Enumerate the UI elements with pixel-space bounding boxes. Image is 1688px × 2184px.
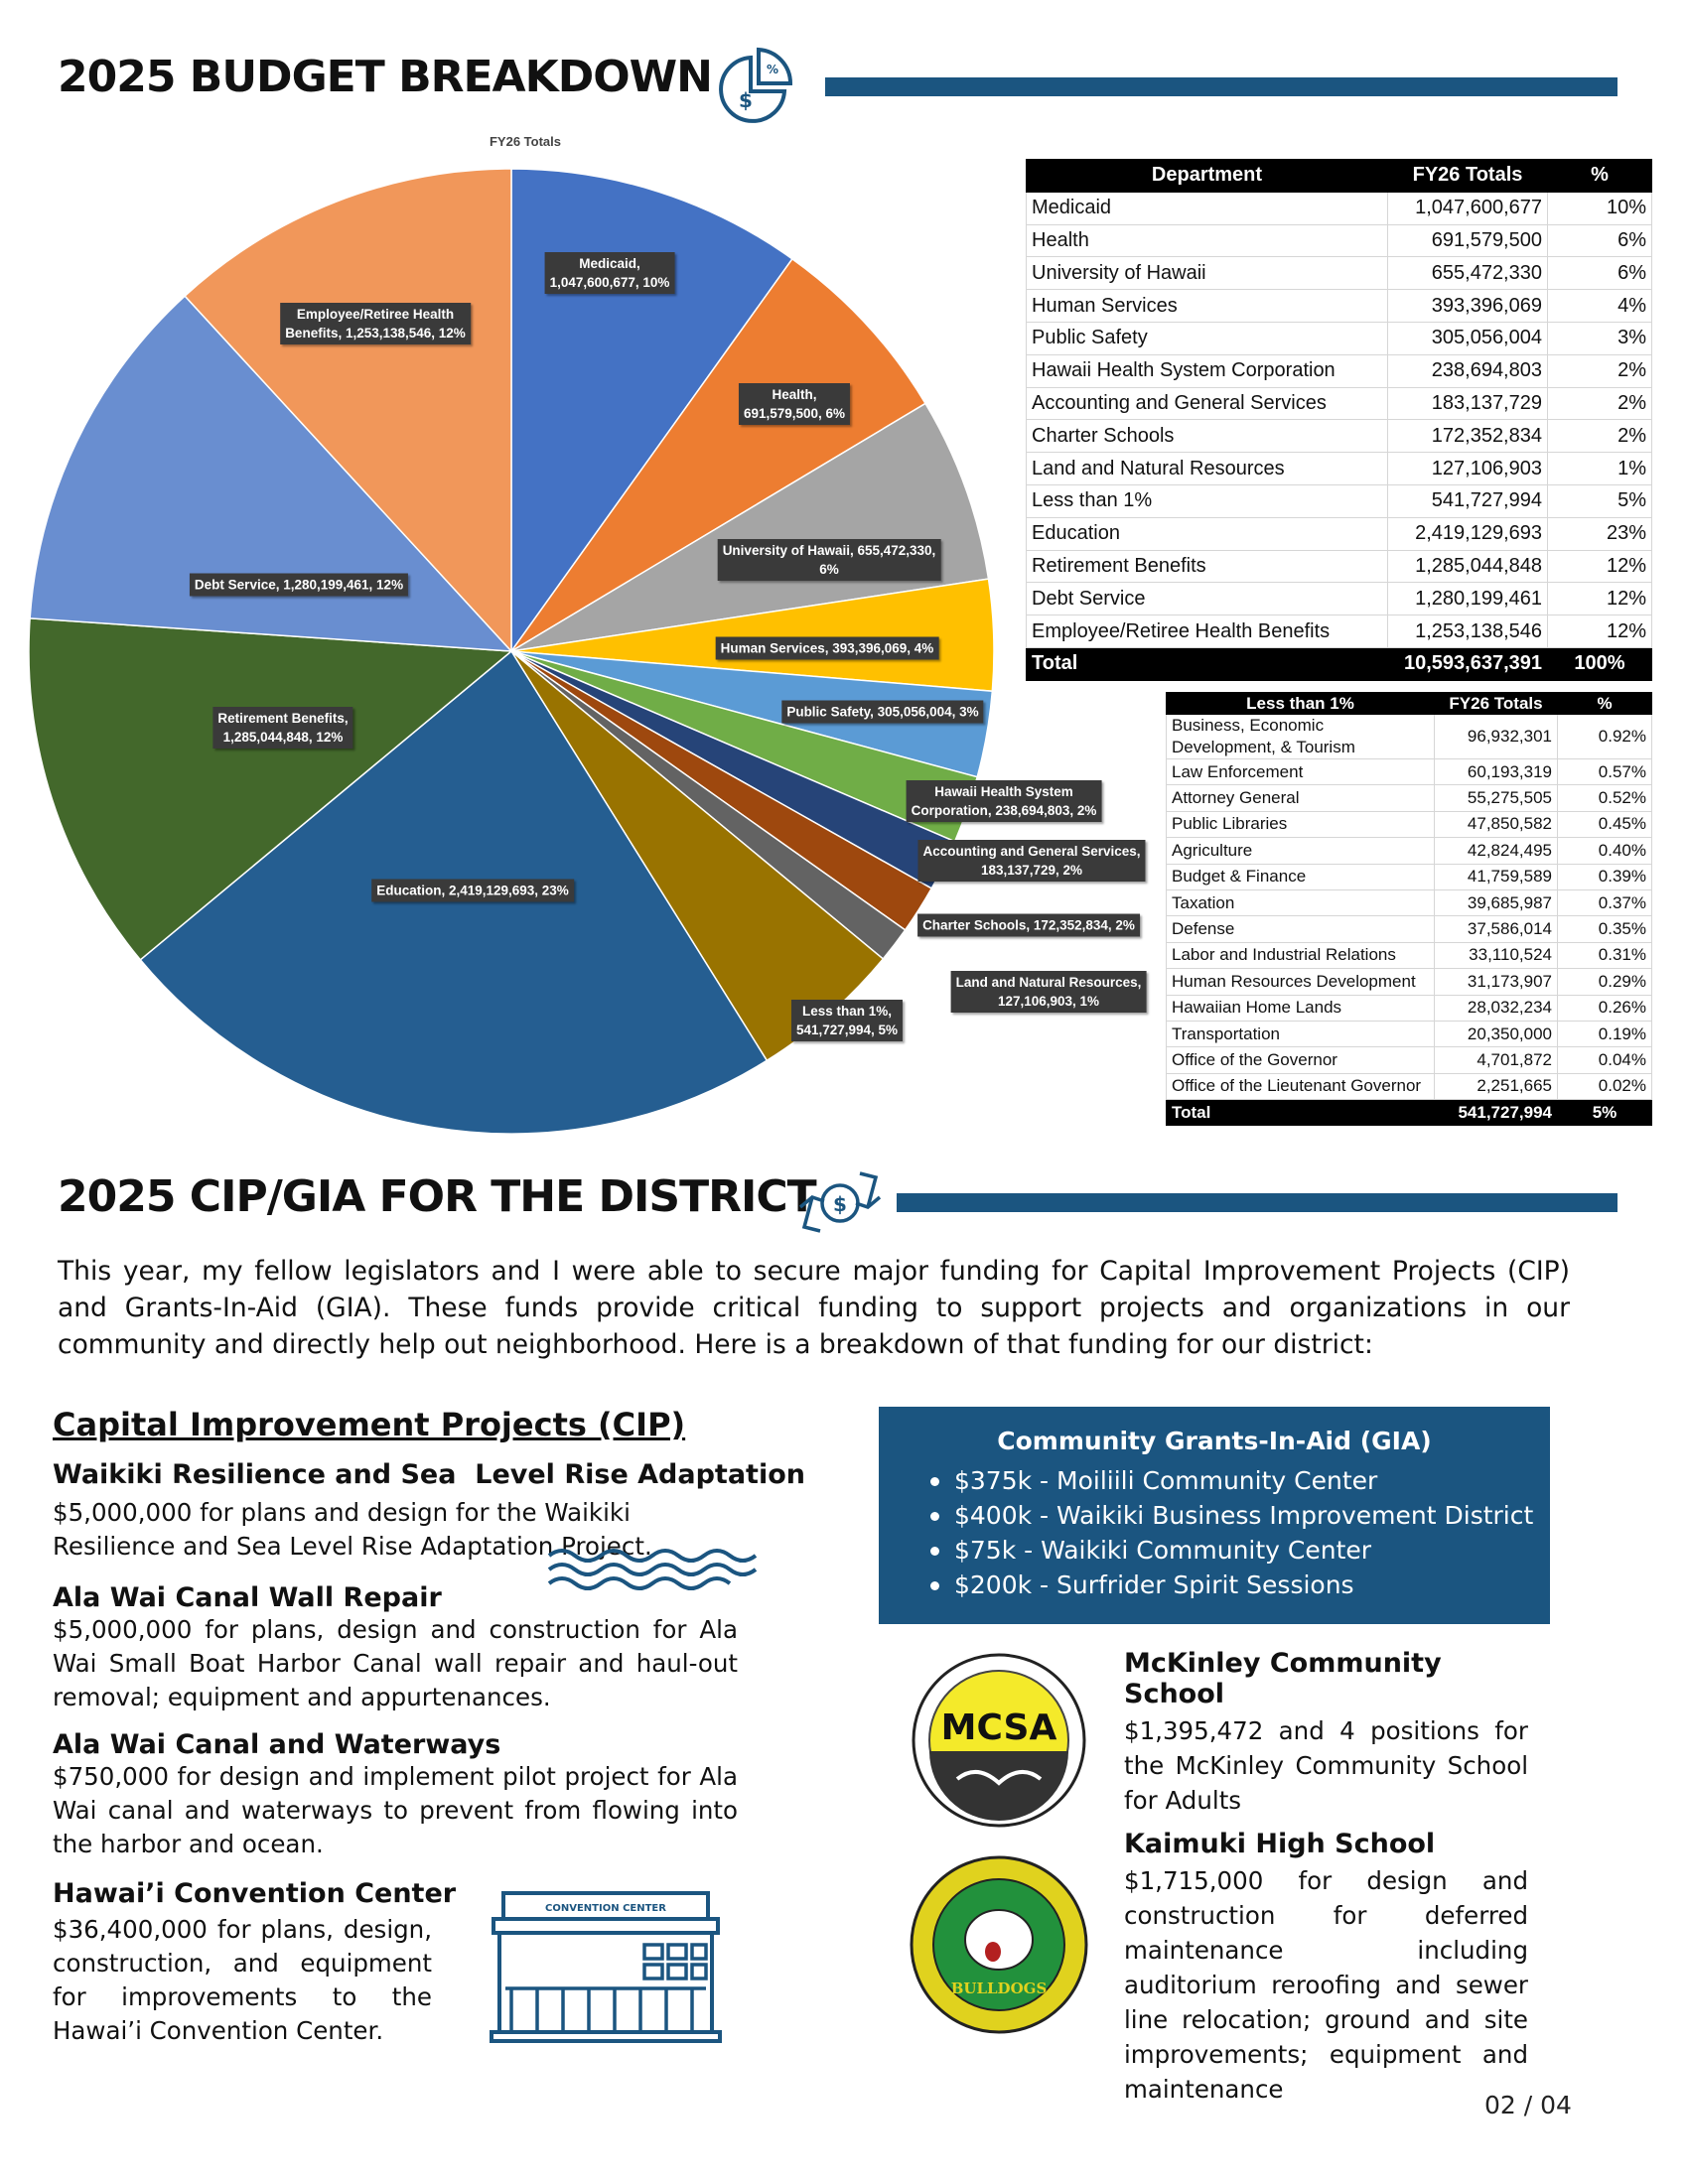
school-kaimuki [1124,1829,1528,2107]
table-header [1167,693,1652,715]
table-row [1027,257,1652,290]
table-row [1027,484,1652,517]
cell-department: Law Enforcement [1167,759,1435,785]
project-ala-wai-waterways [53,1729,738,1861]
table-row [1027,322,1652,354]
table-row [1167,889,1652,915]
table-row [1167,1073,1652,1099]
cell-department: Office of the Governor [1167,1047,1435,1073]
cell-department: Land and Natural Resources [1027,453,1388,485]
cell-total: 60,193,319 [1435,759,1558,785]
cell-pct: 0.02% [1558,1073,1652,1099]
cell-department: Hawaiian Home Lands [1167,995,1435,1021]
cell-department: Labor and Industrial Relations [1167,942,1435,968]
pie-data-label: Employee/Retiree Health Benefits, 1,253,138,546, 12% [280,303,471,344]
cell-total: 1,047,600,677 [1388,192,1548,224]
table-row [1167,715,1652,759]
cell-department: Less than 1% [1027,484,1388,517]
cell-total: 37,586,014 [1435,916,1558,942]
gia-item: $400k - Waikiki Business Improvement District [930,1498,1550,1533]
cell-total: 393,396,069 [1388,290,1548,323]
col-fy26: FY26 Totals [1435,693,1558,715]
cell-department: Public Safety [1027,322,1388,354]
cell-pct: 12% [1548,550,1652,583]
cell-department: Agriculture [1167,838,1435,864]
cell-pct: 0.31% [1558,942,1652,968]
table-row [1167,838,1652,864]
cell-total: 41,759,589 [1435,864,1558,889]
table-total-row [1167,1100,1652,1126]
kaimuki-bulldogs-logo [908,1854,1090,2035]
cell-total: 1,280,199,461 [1388,583,1548,615]
project-desc: $36,400,000 for plans, design, construction, and equipment for improvements to the Hawai’i Convention Center. [53,1915,432,2045]
pie-data-label: Charter Schools, 172,352,834, 2% [917,914,1140,937]
table-row [1027,615,1652,648]
cell-pct: 23% [1548,517,1652,550]
pie-data-label: Education, 2,419,129,693, 23% [371,880,574,902]
table-row [1027,453,1652,485]
cell-pct: 2% [1548,387,1652,420]
cell-department: University of Hawaii [1027,257,1388,290]
cell-total: 47,850,582 [1435,811,1558,837]
cell-pct: 10% [1548,192,1652,224]
cell-pct: 3% [1548,322,1652,354]
cipgia-heading: 2025 CIP/GIA FOR THE DISTRICT [58,1171,816,1222]
cell-total: 172,352,834 [1388,420,1548,453]
svg-text:%: % [767,63,779,76]
school-desc: $1,715,000 for design and construction for deferred maintenance including auditorium reroofing and sewer line relocation; ground and site improvements; equipment and maintenance [1124,1866,1528,2104]
table-row [1027,387,1652,420]
table-row [1167,785,1652,811]
project-desc: $5,000,000 for plans, design and construction for Ala Wai Small Boat Harbor Canal wall repair and haul-out removal; equipment and appurtenances. [53,1615,738,1711]
cell-total: 127,106,903 [1388,453,1548,485]
col-fy26: FY26 Totals [1388,160,1548,193]
cell-pct: 0.26% [1558,995,1652,1021]
cell-department: Attorney General [1167,785,1435,811]
cell-total-pct: 5% [1558,1100,1652,1126]
school-mckinley [1124,1648,1528,1818]
table-row [1027,192,1652,224]
heading-bar [897,1193,1618,1212]
cell-pct: 2% [1548,354,1652,387]
budget-heading: 2025 BUDGET BREAKDOWN [58,52,712,102]
project-desc: $750,000 for design and implement pilot project for Ala Wai canal and waterways to prevent from flowing into the harbor and ocean. [53,1762,738,1858]
cell-pct: 0.92% [1558,715,1652,759]
cell-pct: 6% [1548,224,1652,257]
cell-department: Human Resources Development [1167,969,1435,995]
cell-total: 2,419,129,693 [1388,517,1548,550]
chart-title: FY26 Totals [489,134,562,149]
gia-item: $375k - Moiliili Community Center [930,1463,1550,1498]
cell-total: 655,472,330 [1388,257,1548,290]
cell-pct: 0.57% [1558,759,1652,785]
table-row [1167,864,1652,889]
kaimuki-logo-text: BULLDOGS [950,1979,1048,1997]
pie-data-label: Retirement Benefits, 1,285,044,848, 12% [212,707,352,749]
table-total-row [1027,647,1652,680]
mcsa-logo [908,1652,1090,1829]
cell-total: 305,056,004 [1388,322,1548,354]
table-row [1167,811,1652,837]
gia-item: $200k - Surfrider Spirit Sessions [930,1568,1550,1602]
table-row [1027,420,1652,453]
gia-title: Community Grants-In-Aid (GIA) [997,1427,1432,1455]
pie-data-label: Health, 691,579,500, 6% [739,383,850,425]
cell-pct: 0.35% [1558,916,1652,942]
cell-total: 55,275,505 [1435,785,1558,811]
cell-department: Transportation [1167,1021,1435,1046]
pie-data-label: Accounting and General Services, 183,137,729, 2% [917,840,1145,882]
cell-pct: 5% [1548,484,1652,517]
pie-data-label: Human Services, 393,396,069, 4% [716,637,939,660]
cell-department: Hawaii Health System Corporation [1027,354,1388,387]
table-header [1027,160,1652,193]
table-row [1167,995,1652,1021]
cell-pct: 0.04% [1558,1047,1652,1073]
pie-data-label: Medicaid, 1,047,600,677, 10% [545,252,675,294]
gia-item: $75k - Waikiki Community Center [930,1533,1550,1568]
table-row [1027,583,1652,615]
project-title: Hawai’i Convention Center [53,1878,457,1909]
cell-total-value: 541,727,994 [1435,1100,1558,1126]
gia-list [930,1463,1550,1602]
convention-center-icon [490,1889,722,2044]
table-row [1027,290,1652,323]
table-row [1167,942,1652,968]
pie-data-label: Land and Natural Resources, 127,106,903, 1% [951,971,1147,1013]
cell-department: Defense [1167,916,1435,942]
intro-paragraph: This year, my fellow legislators and I were able to secure major funding for Capital Improvement Projects (CIP) and Grants-In-Aid (GIA). These funds provide critical funding to support projects and organizations in our community and directly help out neighborhood. Here is a breakdown of that funding for our district: [58,1256,1570,1360]
cell-pct: 12% [1548,615,1652,648]
cell-total: 691,579,500 [1388,224,1548,257]
cell-total: 2,251,665 [1435,1073,1558,1099]
cell-pct: 0.19% [1558,1021,1652,1046]
cell-pct: 2% [1548,420,1652,453]
cell-pct: 0.39% [1558,864,1652,889]
cell-total-label: Total [1167,1100,1435,1126]
pie-data-label: University of Hawaii, 655,472,330, 6% [718,539,941,581]
cell-pct: 12% [1548,583,1652,615]
cell-total-label: Total [1027,647,1388,680]
cell-department: Budget & Finance [1167,864,1435,889]
cell-total-pct: 100% [1548,647,1652,680]
table-row [1027,550,1652,583]
col-department: Less than 1% [1167,693,1435,715]
col-pct: % [1548,160,1652,193]
cell-department: Taxation [1167,889,1435,915]
cell-department: Human Services [1027,290,1388,323]
cell-total: 183,137,729 [1388,387,1548,420]
project-convention-center [53,1878,457,2048]
pie-data-label: Public Safety, 305,056,004, 3% [781,701,983,724]
cip-title: Capital Improvement Projects (CIP) [53,1406,686,1443]
table-row [1167,1047,1652,1073]
cell-department: Debt Service [1027,583,1388,615]
cell-department: Office of the Lieutenant Governor [1167,1073,1435,1099]
table-row [1167,916,1652,942]
cell-total: 20,350,000 [1435,1021,1558,1046]
cell-total: 541,727,994 [1388,484,1548,517]
project-desc: $5,000,000 for plans and design for the Waikiki Resilience and Sea Level Rise Adaptation Project. [53,1498,652,1561]
svg-text:$: $ [739,88,753,112]
table-row [1027,224,1652,257]
cell-pct: 4% [1548,290,1652,323]
svg-text:$: $ [833,1192,847,1216]
cell-pct: 0.40% [1558,838,1652,864]
convention-sign-text: CONVENTION CENTER [545,1903,666,1914]
project-ala-wai-wall [53,1582,738,1714]
table-row [1167,969,1652,995]
cell-department: Retirement Benefits [1027,550,1388,583]
department-table [1026,159,1652,681]
cell-department: Accounting and General Services [1027,387,1388,420]
school-desc: $1,395,472 and 4 positions for the McKinley Community School for Adults [1124,1716,1528,1815]
pie-data-label: Hawaii Health System Corporation, 238,694,803, 2% [907,780,1102,822]
school-title: Kaimuki High School [1124,1829,1436,1859]
project-title: Waikiki Resilience and Sea Level Rise Adaptation [53,1459,805,1490]
cell-department: Medicaid [1027,192,1388,224]
cell-total: 238,694,803 [1388,354,1548,387]
cell-total: 28,032,234 [1435,995,1558,1021]
table-row [1167,759,1652,785]
cell-department: Business, Economic Development, & Tourism [1167,715,1435,759]
cell-department: Education [1027,517,1388,550]
table-row [1027,517,1652,550]
cell-department: Employee/Retiree Health Benefits [1027,615,1388,648]
cell-total: 33,110,524 [1435,942,1558,968]
cell-total: 96,932,301 [1435,715,1558,759]
cell-pct: 1% [1548,453,1652,485]
cell-pct: 0.29% [1558,969,1652,995]
table-row [1027,354,1652,387]
pie-data-label: Debt Service, 1,280,199,461, 12% [190,574,408,597]
project-title: Ala Wai Canal Wall Repair [53,1582,442,1613]
cell-total: 42,824,495 [1435,838,1558,864]
cell-total: 39,685,987 [1435,889,1558,915]
school-title: McKinley Community School [1124,1648,1442,1709]
pie-data-label: Less than 1%, 541,727,994, 5% [791,1000,903,1041]
cell-total: 31,173,907 [1435,969,1558,995]
cell-total: 4,701,872 [1435,1047,1558,1073]
cell-total: 1,285,044,848 [1388,550,1548,583]
col-department: Department [1027,160,1388,193]
cell-pct: 0.37% [1558,889,1652,915]
table-row [1167,1021,1652,1046]
cell-total-value: 10,593,637,391 [1388,647,1548,680]
mcsa-logo-text: MCSA [940,1707,1057,1748]
less-than-1pct-table [1166,692,1652,1126]
cell-pct: 6% [1548,257,1652,290]
cell-department: Public Libraries [1167,811,1435,837]
cell-pct: 0.45% [1558,811,1652,837]
project-title: Ala Wai Canal and Waterways [53,1729,501,1760]
col-pct: % [1558,693,1652,715]
cell-pct: 0.52% [1558,785,1652,811]
cell-department: Health [1027,224,1388,257]
page-number: 02 / 04 [1484,2091,1572,2119]
hand-money-icon [794,1167,886,1237]
cell-total: 1,253,138,546 [1388,615,1548,648]
cell-department: Charter Schools [1027,420,1388,453]
gia-box [879,1407,1550,1624]
